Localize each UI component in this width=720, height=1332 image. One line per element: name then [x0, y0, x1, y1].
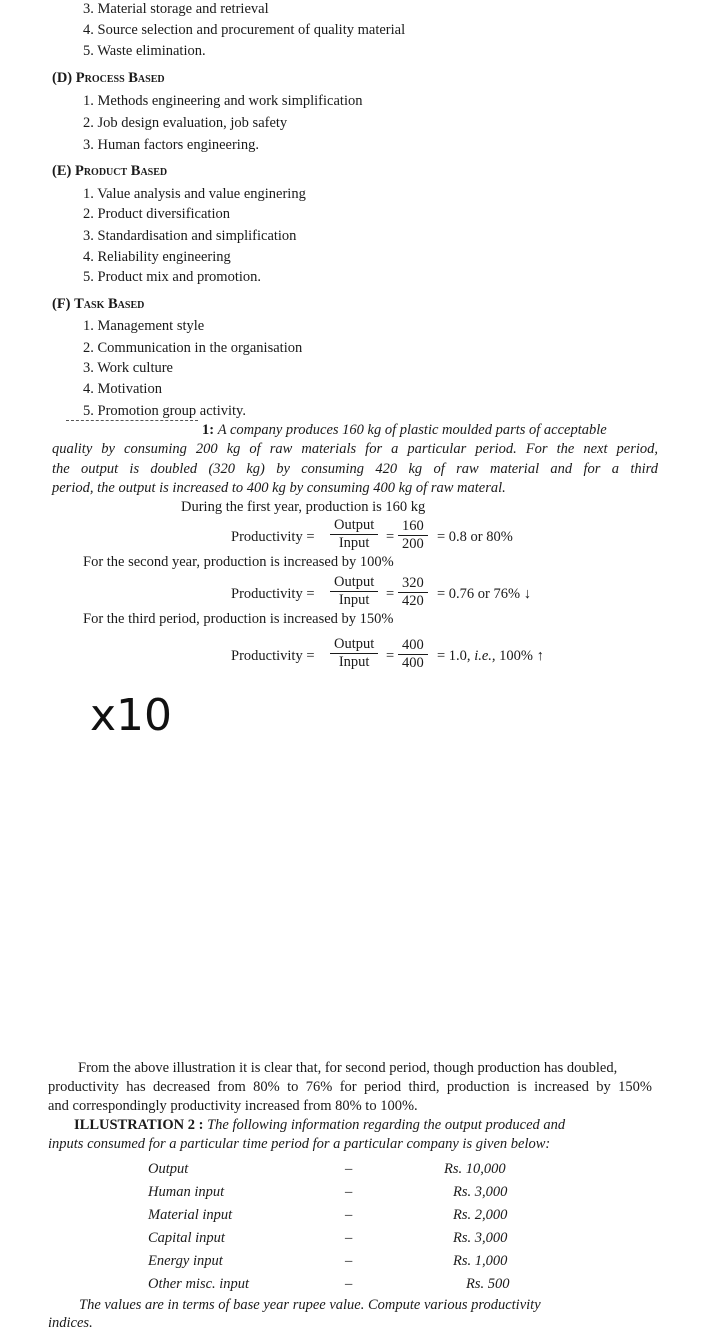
section-heading-process-based: (D) Process Based	[52, 70, 165, 86]
table-row: Capital input	[148, 1230, 225, 1246]
second-year-text: For the second year, production is increased by 100%	[83, 554, 394, 570]
list-item: 5. Product mix and promotion.	[83, 269, 262, 285]
closing-text: The values are in terms of base year rupee value. Compute various productivity	[79, 1297, 541, 1313]
equals-sign: =	[386, 586, 395, 602]
third-period-text: For the third period, production is increased by 150%	[83, 611, 394, 627]
productivity-label: Productivity =	[231, 648, 315, 664]
output-input-fraction: Output Input	[330, 636, 378, 671]
list-item: 5. Waste elimination.	[83, 43, 206, 59]
output-input-fraction: Output Input	[330, 574, 378, 609]
first-year-text: During the first year, production is 160 kg	[181, 499, 426, 515]
value-fraction: $\frac{400}{400}$	[398, 637, 428, 672]
list-item: 5. Promotion group activity.	[83, 403, 246, 419]
illustration-1-text: quality by consuming 200 kg of raw materials for a particular period. For the next period,	[52, 441, 658, 457]
list-item: 3. Standardisation and simplification	[83, 228, 297, 244]
list-item: 3. Material storage and retrieval	[83, 1, 269, 17]
table-row-value: Rs. 500	[466, 1276, 510, 1292]
value-fraction: $\frac{320}{420}$	[398, 575, 428, 610]
table-row: Energy input	[148, 1253, 223, 1269]
productivity-result: = 0.8 or 80%	[437, 529, 513, 545]
table-row-dash: –	[345, 1161, 353, 1177]
productivity-result: = 1.0, i.e., 100% ↑	[437, 648, 544, 664]
list-item: 1. Management style	[83, 318, 205, 334]
table-row-value: Rs. 3,000	[453, 1230, 508, 1246]
list-item: 4. Reliability engineering	[83, 249, 231, 265]
table-row-value: Rs. 1,000	[453, 1253, 508, 1269]
illustration-1-intro: 1: A company produces 160 kg of plastic moulded parts of acceptable	[202, 422, 607, 438]
table-row-dash: –	[345, 1276, 353, 1292]
list-item: 4. Motivation	[83, 381, 162, 397]
table-row: Material input	[148, 1207, 233, 1223]
productivity-label: Productivity =	[231, 529, 315, 545]
productivity-label: Productivity =	[231, 586, 315, 602]
list-item: 3. Human factors engineering.	[83, 137, 259, 153]
table-row-dash: –	[345, 1253, 353, 1269]
section-heading-product-based: (E) Product Based	[52, 163, 168, 179]
illustration-2-intro: ILLUSTRATION 2 : The following information regarding the output produced and	[74, 1117, 566, 1133]
list-item: 1. Methods engineering and work simplification	[83, 93, 363, 109]
illustration-2-text: inputs consumed for a particular time period for a particular company is given below:	[48, 1136, 551, 1152]
table-row-value: Rs. 10,000	[444, 1161, 506, 1177]
closing-text: indices.	[48, 1315, 93, 1331]
handwritten-note: x10	[90, 690, 173, 741]
list-item: 4. Source selection and procurement of quality material	[83, 22, 406, 38]
conclusion-text: From the above illustration it is clear that, for second period, though production has doubled,	[78, 1060, 618, 1076]
conclusion-text: productivity has decreased from 80% to 76% for period third, production is increased by 150%	[48, 1079, 652, 1095]
illustration-1-text: period, the output is increased to 400 kg by consuming 400 kg of raw materal.	[52, 480, 506, 496]
list-item: 1. Value analysis and value enginering	[83, 186, 306, 202]
table-row: Human input	[148, 1184, 225, 1200]
list-item: 3. Work culture	[83, 360, 173, 376]
table-row: Output	[148, 1161, 189, 1177]
list-item: 2. Job design evaluation, job safety	[83, 115, 288, 131]
section-heading-task-based: (F) Task Based	[52, 296, 145, 312]
equals-sign: =	[386, 529, 395, 545]
productivity-result: = 0.76 or 76% ↓	[437, 586, 531, 602]
equals-sign: =	[386, 648, 395, 664]
conclusion-text: and correspondingly productivity increased from 80% to 100%.	[48, 1098, 418, 1114]
table-row-dash: –	[345, 1184, 353, 1200]
table-row-value: Rs. 3,000	[453, 1184, 508, 1200]
table-row-value: Rs. 2,000	[453, 1207, 508, 1223]
list-item: 2. Communication in the organisation	[83, 340, 303, 356]
table-row-dash: –	[345, 1230, 353, 1246]
table-row: Other misc. input	[148, 1276, 250, 1292]
value-fraction: $\frac{160}{200}$	[398, 518, 428, 553]
dashed-rule	[66, 420, 198, 421]
output-input-fraction: Output Input	[330, 517, 378, 552]
list-item: 2. Product diversification	[83, 206, 230, 222]
illustration-1-text: the output is doubled (320 kg) by consuming 420 kg of raw material and for a third	[52, 461, 658, 477]
table-row-dash: –	[345, 1207, 353, 1223]
